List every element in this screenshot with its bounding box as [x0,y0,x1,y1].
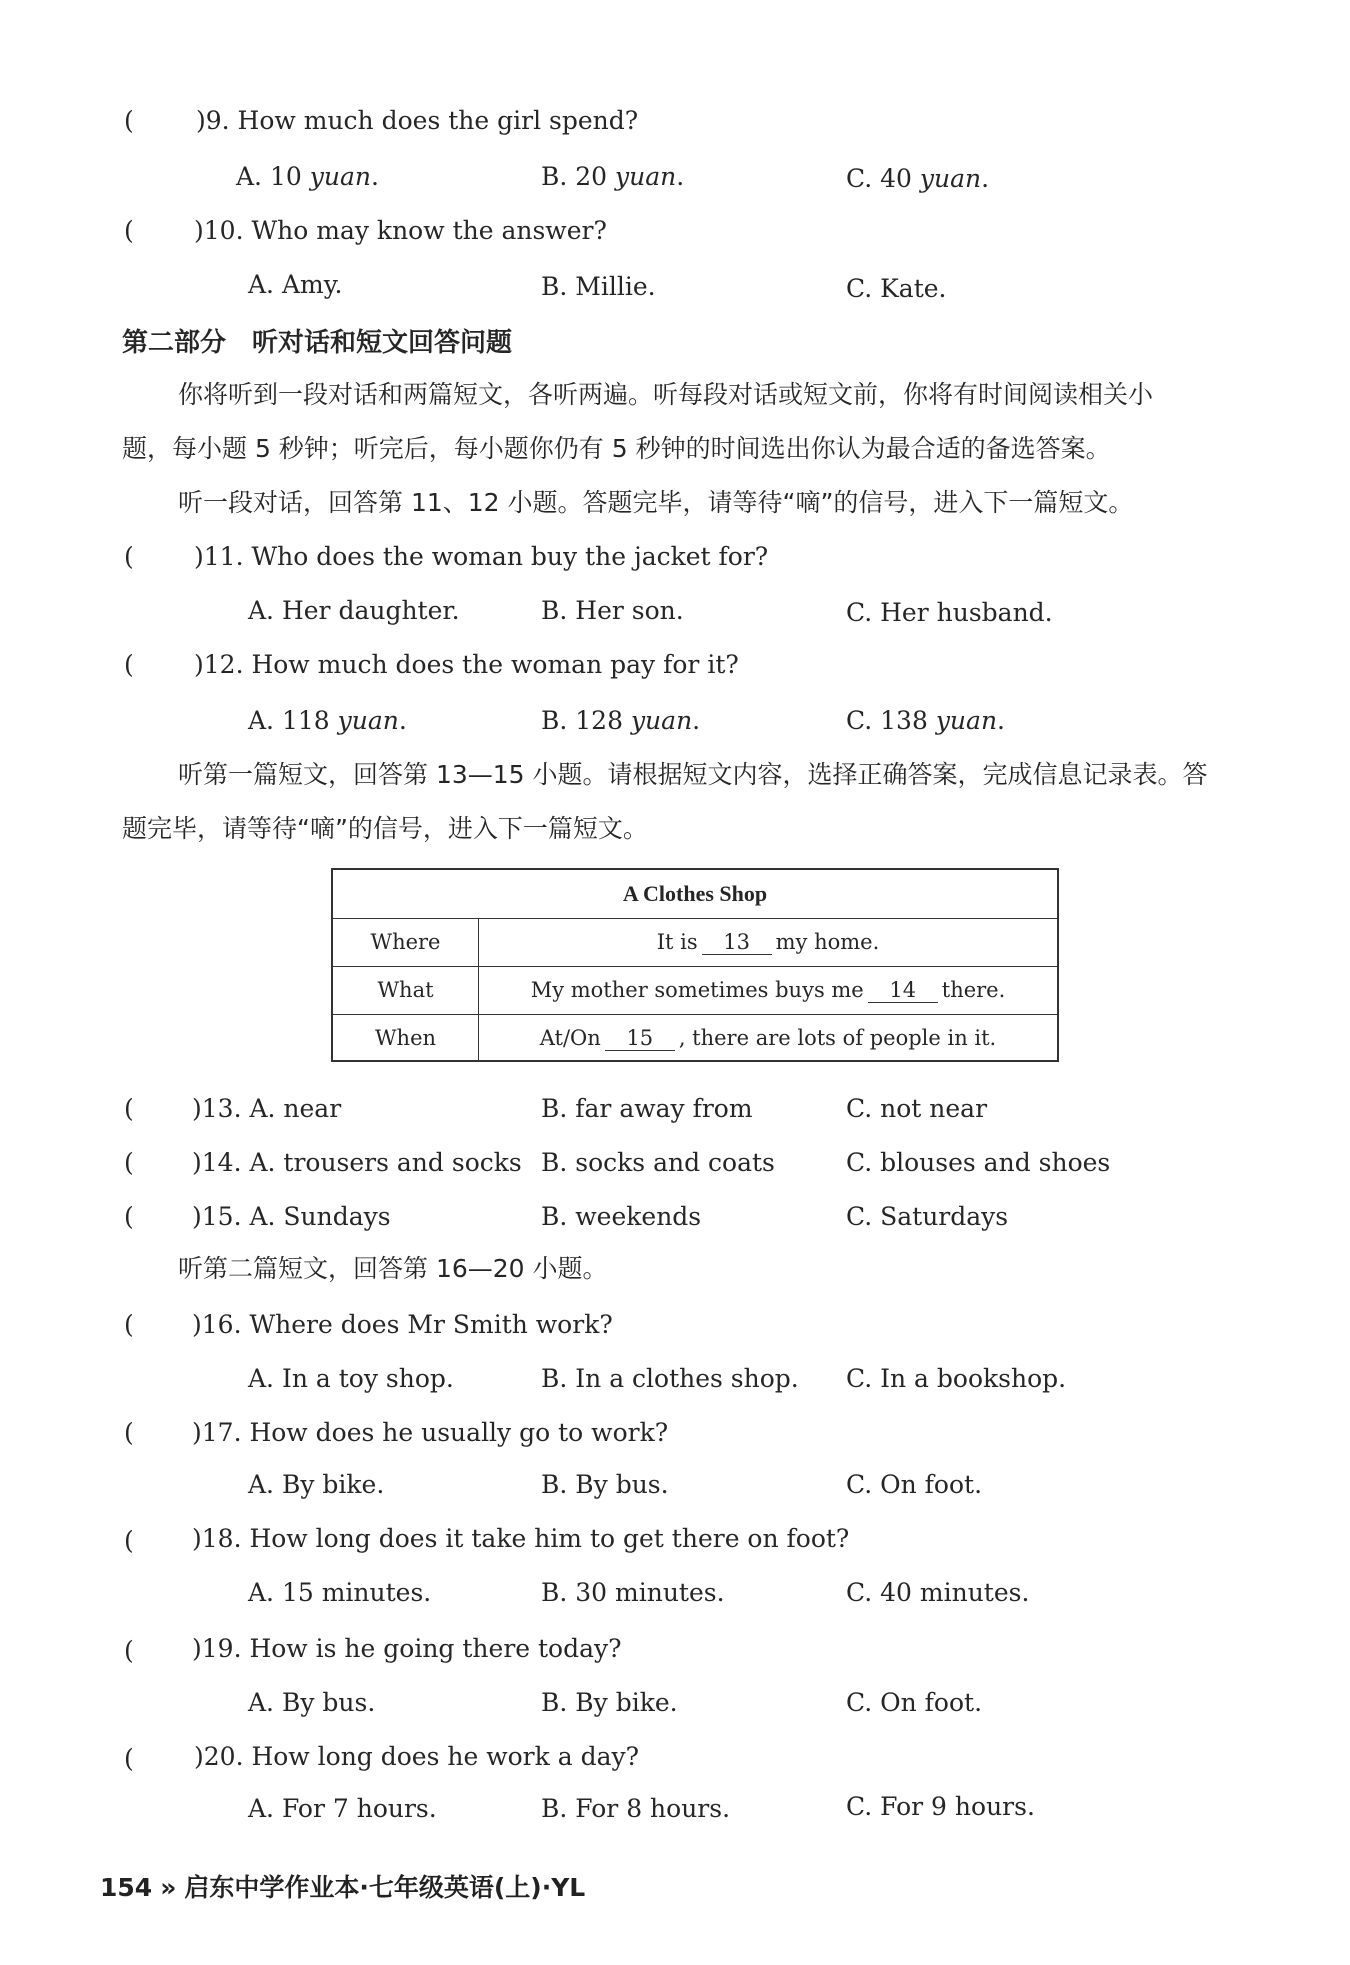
option-18c: C. 40 minutes. [846,1578,1030,1607]
row-value: My mother sometimes buys me 14 there. [530,978,1006,1002]
row-value: At/On 15 , there are lots of people in it. [539,1026,997,1050]
option-19c: C. On foot. [846,1688,983,1717]
row-label-where: Where [333,919,479,966]
option-16a: A. In a toy shop. [248,1364,454,1393]
option-19b: B. By bike. [541,1688,678,1717]
option-20b: B. For 8 hours. [541,1794,731,1823]
passage-1-intro-line2: 题完毕，请等待“嘀”的信号，进入下一篇短文。 [122,814,648,843]
table-row [333,1014,1057,1060]
page-footer [100,1868,585,1904]
option-16b: B. In a clothes shop. [541,1364,799,1393]
answer-paren: ( [124,1310,134,1339]
question-19: )19. How is he going there today? [192,1634,622,1663]
option-18a: A. 15 minutes. [248,1578,432,1607]
question-17: )17. How does he usually go to work? [192,1418,669,1447]
section-2-intro-line1: 你将听到一段对话和两篇短文，各听两遍。听每段对话或短文前，你将有时间阅读相关小 [178,380,1154,409]
passage-2-intro: 听第二篇短文，回答第 16—20 小题。 [178,1254,608,1283]
question-15: )15. A. Sundays [192,1202,391,1231]
answer-paren: ( [124,1418,134,1447]
option-10b: B. Millie. [541,272,656,301]
row-label-what: What [333,967,479,1014]
option-12b: B. 128 yuan. [541,706,701,735]
option-12a: A. 118 yuan. [248,706,407,735]
dialog-intro: 听一段对话，回答第 11、12 小题。答题完毕，请等待“嘀”的信号，进入下一篇短文。 [178,488,1134,517]
option-12c: C. 138 yuan. [846,706,1005,735]
blank-14[interactable]: 14 [868,978,938,1003]
question-9: )9. How much does the girl spend? [196,106,639,135]
option-19a: A. By bus. [248,1688,376,1717]
option-10a: A. Amy. [248,270,343,299]
option-14c: C. blouses and shoes [846,1148,1111,1177]
row-label-when: When [333,1015,479,1060]
table-row [333,918,1057,966]
option-14b: B. socks and coats [541,1148,775,1177]
table-title: A Clothes Shop [622,881,768,906]
option-10c: C. Kate. [846,274,947,303]
option-15b: B. weekends [541,1202,702,1231]
section-2-intro-line2: 题，每小题 5 秒钟；听完后，每小题你仍有 5 秒钟的时间选出你认为最合适的备选答案。 [122,434,1111,463]
page-number: 154 [100,1873,153,1902]
question-16: )16. Where does Mr Smith work? [192,1310,613,1339]
info-record-table [331,868,1059,1062]
chevron-icon: » [160,1873,177,1902]
option-20c: C. For 9 hours. [846,1792,1035,1821]
answer-paren: ( [124,1526,134,1555]
answer-paren: ( [124,106,134,135]
question-13: )13. A. near [192,1094,342,1123]
answer-paren: ( [124,1636,134,1665]
question-20: )20. How long does he work a day? [194,1742,640,1771]
option-13c: C. not near [846,1094,988,1123]
answer-paren: ( [124,650,134,679]
question-11: )11. Who does the woman buy the jacket for? [194,542,769,571]
option-9c: C. 40 yuan. [846,164,990,193]
question-18: )18. How long does it take him to get there on foot? [192,1524,850,1553]
blank-15[interactable]: 15 [605,1026,675,1051]
answer-paren: ( [124,1744,134,1773]
question-14: )14. A. trousers and socks [192,1148,522,1177]
option-17b: B. By bus. [541,1470,669,1499]
option-18b: B. 30 minutes. [541,1578,725,1607]
option-11c: C. Her husband. [846,598,1053,627]
option-16c: C. In a bookshop. [846,1364,1067,1393]
option-9b: B. 20 yuan. [541,162,685,191]
option-11b: B. Her son. [541,596,684,625]
question-10: )10. Who may know the answer? [194,216,607,245]
answer-paren: ( [124,1094,134,1123]
answer-paren: ( [124,542,134,571]
passage-1-intro-line1: 听第一篇短文，回答第 13—15 小题。请根据短文内容，选择正确答案，完成信息记录表。答 [178,760,1208,789]
table-row [333,966,1057,1014]
answer-paren: ( [124,216,134,245]
book-title: 启东中学作业本·七年级英语(上)·YL [184,1873,586,1902]
option-15c: C. Saturdays [846,1202,1009,1231]
option-13b: B. far away from [541,1094,753,1123]
answer-paren: ( [124,1148,134,1177]
option-17c: C. On foot. [846,1470,983,1499]
blank-13[interactable]: 13 [702,930,772,955]
question-12: )12. How much does the woman pay for it? [194,650,739,679]
option-11a: A. Her daughter. [248,596,460,625]
answer-paren: ( [124,1202,134,1231]
option-9a: A. 10 yuan. [236,162,379,191]
option-17a: A. By bike. [248,1470,385,1499]
option-20a: A. For 7 hours. [248,1794,437,1823]
section-2-title: 第二部分 听对话和短文回答问题 [122,328,513,358]
row-value: It is 13 my home. [656,930,880,954]
